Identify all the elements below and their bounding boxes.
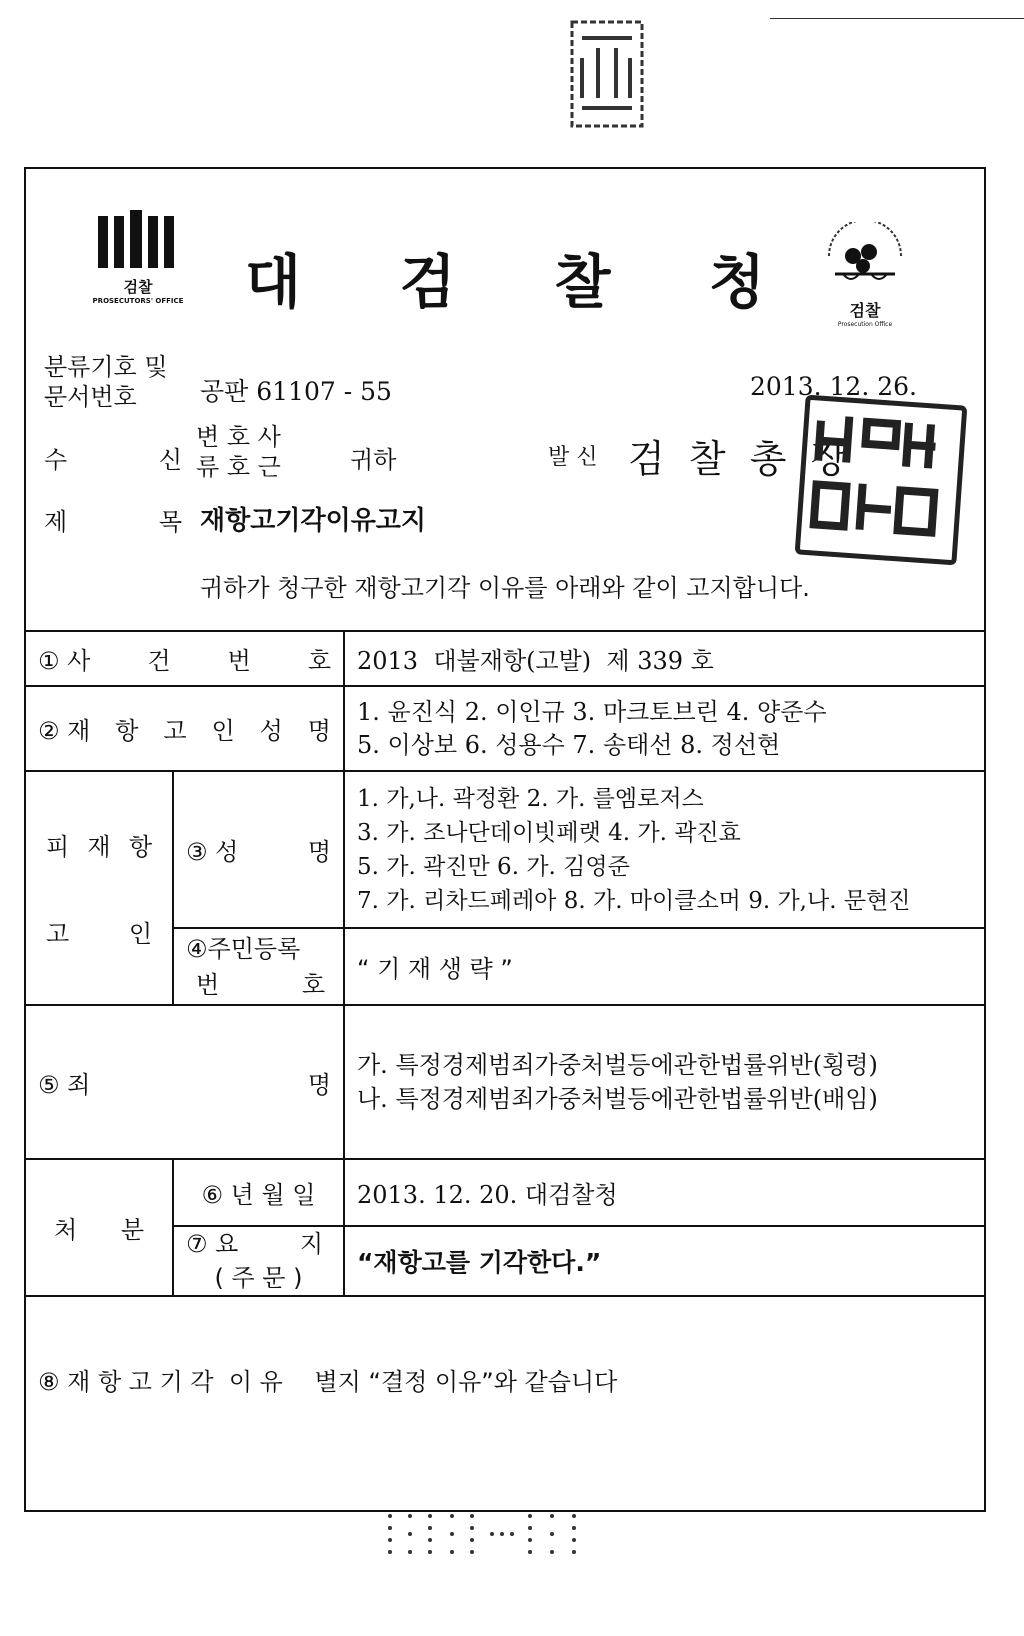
table-row (25, 631, 985, 686)
scales-emblem-icon (815, 222, 915, 294)
org-title-char: 청 (708, 248, 765, 316)
subject-label: 제 목 (44, 508, 182, 536)
list-item: 5. 가. 곽진만 6. 가. 김영준 (357, 853, 630, 880)
list-item: 1. 가,나. 곽정환 2. 가. 를엠로저스 (357, 785, 704, 812)
logo-right-en: Prosecution Office (837, 321, 893, 328)
org-title-char: 대 (245, 248, 302, 316)
charges (344, 1005, 985, 1159)
rrn-label: ④주민등록 번 호 (173, 928, 344, 1005)
logo-left-en: PROSECUTORS' OFFICE (92, 297, 184, 305)
sender-label: 발 신 (548, 445, 598, 470)
document-date: 2013. 12. 26. (750, 372, 917, 401)
doc-no-label: 분류기호 및 문서번호 (44, 353, 168, 411)
org-title-char: 검 (399, 248, 456, 316)
gist-label: ⑦ 요 지 ( 주 문 ) (173, 1226, 344, 1296)
table-row (25, 1159, 985, 1226)
prosecution-logo-left (88, 210, 188, 310)
sender-name: 검 찰 총 장 (628, 437, 848, 481)
honorific: 귀하 (350, 446, 397, 474)
table-row (25, 1005, 985, 1159)
appellant-label: ② 재 항 고 인 성 명 (25, 686, 344, 771)
logo-left-ko: 검찰 (123, 278, 153, 296)
disposition-date: 2013. 12. 20. 대검찰청 (344, 1159, 985, 1226)
disposition-date-label: ⑥ 년 월 일 (173, 1159, 344, 1226)
org-title-char: 찰 (554, 248, 611, 316)
table-row (25, 771, 985, 928)
table-row (25, 1296, 985, 1461)
logo-right-ko: 검찰 (849, 301, 881, 320)
recipient-label: 수 신 (44, 446, 182, 474)
list-item: 나. 특정경제범죄가중처벌등에관한법률위반(배임) (357, 1085, 878, 1113)
bottom-perforation-marks (380, 1508, 590, 1560)
top-binding-stamp (568, 18, 646, 130)
gist: “재항고를 기각한다.” (344, 1226, 985, 1296)
list-item: 3. 가. 조나단데이빗페랫 4. 가. 곽진효 (357, 819, 741, 846)
recipient-name: 변 호 사 류 호 근 (196, 423, 281, 481)
table-row (25, 686, 985, 771)
list-item: 가. 특정경제범죄가중처벌등에관한법률위반(횡령) (357, 1051, 878, 1079)
notice-table (24, 630, 986, 1461)
respondent-names (344, 771, 985, 928)
reason-text: 별지 “결정 이유”와 같습니다 (314, 1367, 618, 1396)
prosecution-emblem-right (815, 222, 915, 328)
reason-row (25, 1296, 985, 1461)
top-right-rule (770, 18, 1024, 19)
official-seal (795, 395, 968, 566)
reason-label: ⑧ 재 항 고 기 각 이 유 (38, 1367, 283, 1396)
intro-text: 귀하가 청구한 재항고기각 이유를 아래와 같이 고지합니다. (200, 574, 810, 602)
list-item: 7. 가. 리차드페레아 8. 가. 마이클소머 9. 가,나. 문현진 (357, 887, 911, 914)
case-no-label: ① 사 건 번 호 (25, 631, 344, 686)
respondent-group-label: 피 재 항 고 인 (25, 771, 173, 1005)
doc-number: 공판 61107 - 55 (200, 377, 392, 406)
subject: 재항고기각이유고지 (200, 506, 427, 536)
respondent-name-label: ③ 성 명 (173, 771, 344, 928)
disposition-label: 처 분 (25, 1159, 173, 1296)
appellant-names: 1. 윤진식 2. 이인규 3. 마크토브린 4. 양준수 5. 이상보 6. 성용수 7. 송태선 8. 정선현 (344, 686, 985, 771)
rrn-value: “ 기 재 생 략 ” (344, 928, 985, 1005)
pillars-icon (88, 210, 188, 272)
charge-label: ⑤ 죄 명 (25, 1005, 344, 1159)
org-title (245, 235, 765, 319)
case-no: 2013 대불재항(고발) 제 339 호 (344, 631, 985, 686)
